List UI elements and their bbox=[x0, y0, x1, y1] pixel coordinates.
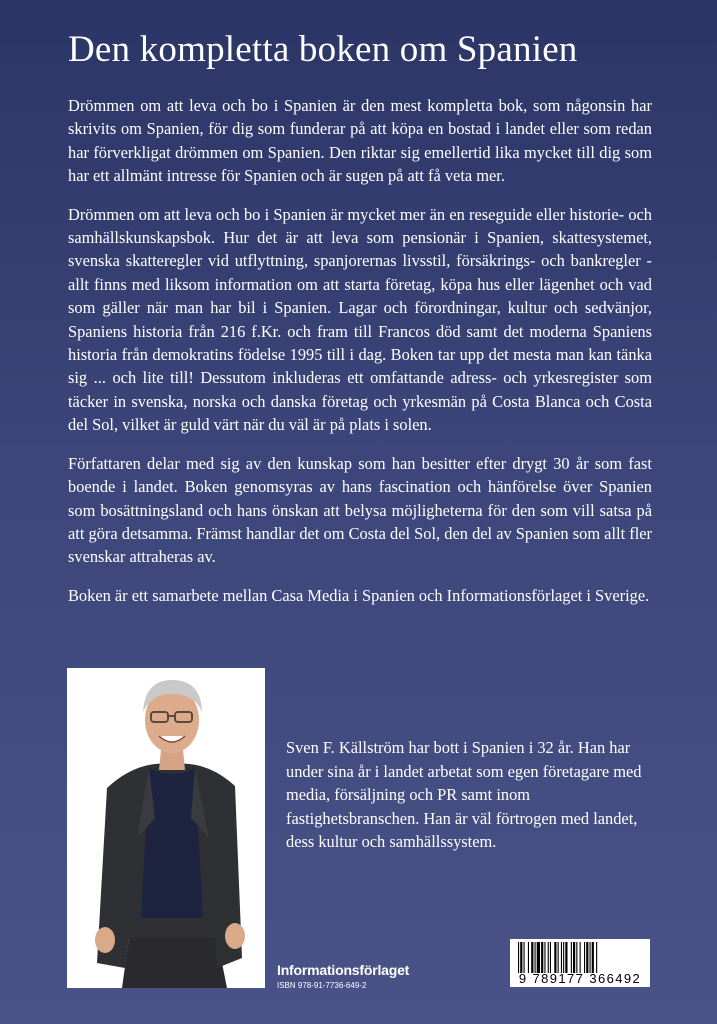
author-bio: Sven F. Källström har bott i Spanien i 32 år. Han har under sina år i landet arbetat som egen företagare med media, försäljning och PR samt inom fastighetsbranschen. Han är väl förtrogen med landet, dess kultur och samhällssystem. bbox=[286, 738, 642, 852]
book-title: Den kompletta boken om Spanien bbox=[68, 29, 578, 70]
back-cover-text bbox=[68, 94, 652, 622]
publisher-name: Informationsförlaget bbox=[277, 962, 410, 978]
author-photo bbox=[67, 668, 265, 988]
paragraph-content: Drömmen om att leva och bo i Spanien är mycket mer än en reseguide eller historie- och samhällskunskapsbok. Hur det är att leva som pensionär i Spanien, skattesystemet, svenska skatteregler vid utflyttning, spanjorernas livsstil, försäkrings- och bankregler - allt finns med liksom information om att starta företag, köpa hus eller lägenhet och vad som gäller när man har bil i Spanien. Lagar och förordningar, kultur och sedvänjor, Spaniens historia från 216 f.Kr. och fram till Francos död samt det moderna Spaniens historia från demokratins födelse 1995 till i dag. Boken tar upp det mesta man kan tänka sig ... och lite till! Dessutom inkluderas ett omfattande adress- och yrkesregister som täcker in svenska, norska och danska företag och yrkesmän på Costa Blanca och Costa del Sol, vilket är guld värt när du väl är på plats i solen. bbox=[68, 204, 652, 435]
isbn-barcode bbox=[510, 939, 650, 987]
paragraph-collaboration: Boken är ett samarbete mellan Casa Media i Spanien och Informationsförlaget i Sverige. bbox=[68, 585, 650, 605]
isbn-number: ISBN 978-91-7736-649-2 bbox=[277, 981, 367, 990]
paragraph-author: Författaren delar med sig av den kunskap som han besitter efter drygt 30 år som fast boende i landet. Boken genomsyras av hans fascination och hänförelse över Spanien som bosättningsland och hans önskan att belysa möjligheterna för den som vill satsa på att göra detsamma. Främst handlar det om Costa del Sol, den del av Spanien som allt fler svenskar attraheras av. bbox=[68, 453, 652, 567]
barcode-digits: 9 789177 366492 bbox=[518, 971, 642, 986]
paragraph-intro: Drömmen om att leva och bo i Spanien är den mest kompletta bok, som någonsin har skrivits om Spanien, för dig som funderar på att köpa en bostad i landet eller som redan har förverkligat drömmen om Spanien. Den riktar sig emellertid lika mycket till dig som har ett allmänt intresse för Spanien och är sugen på att få veta mer. bbox=[68, 96, 652, 186]
